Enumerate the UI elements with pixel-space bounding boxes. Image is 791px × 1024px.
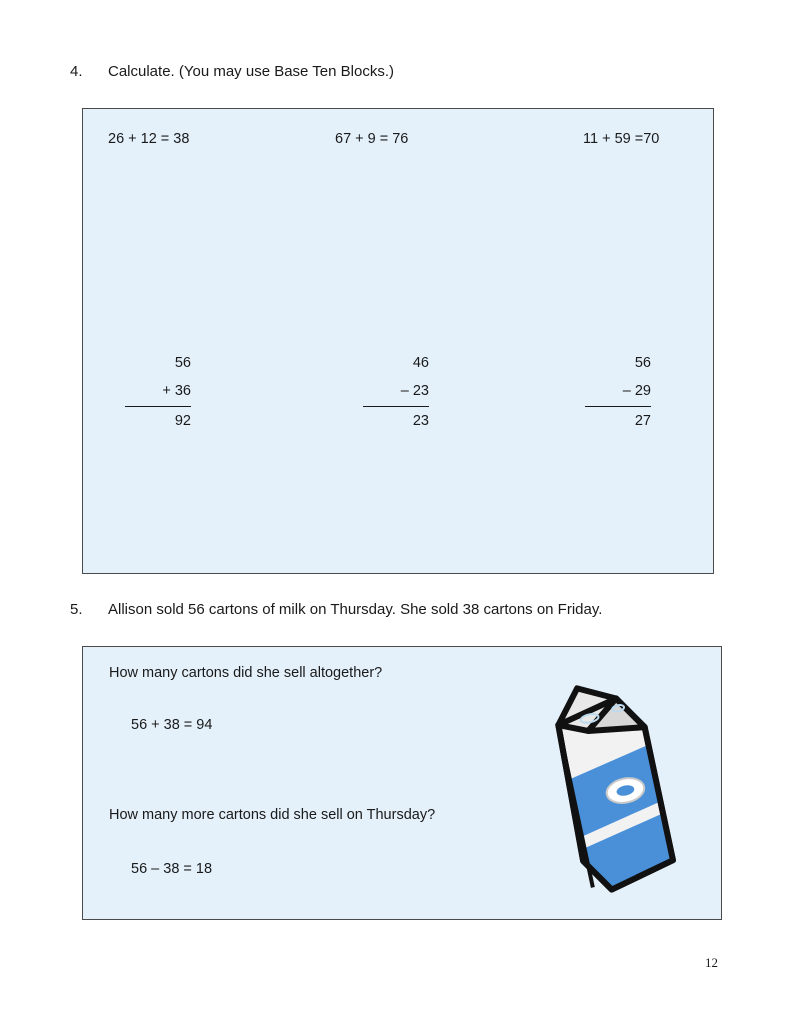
equation-3: 11 + 59 =70 — [583, 131, 660, 147]
question-4-number: 4. — [70, 63, 83, 80]
vertical-sum-1-result: 92 — [174, 413, 191, 429]
question-4-text: Calculate. (You may use Base Ten Blocks.) — [108, 63, 394, 80]
vertical-sum-1 — [125, 349, 191, 435]
question-5-text: Allison sold 56 cartons of milk on Thursday. She sold 38 cartons on Friday. — [108, 601, 603, 618]
question-5-number: 5. — [70, 601, 83, 618]
question-4-heading — [70, 62, 394, 82]
vertical-sum-1-top: 56 — [174, 355, 191, 371]
vertical-sum-2 — [363, 349, 429, 435]
question-5a-prompt: How many cartons did she sell altogether? — [109, 665, 383, 681]
vertical-sum-3-top: 56 — [634, 355, 651, 371]
vertical-sum-1-operation: + 36 — [125, 377, 191, 407]
vertical-sum-2-top: 46 — [412, 355, 429, 371]
vertical-sum-2-operation: – 23 — [363, 377, 429, 407]
equation-2: 67 + 9 = 76 — [335, 131, 409, 147]
equation-1: 26 + 12 = 38 — [108, 131, 190, 147]
vertical-sum-3-result: 27 — [634, 413, 651, 429]
page-number: 12 — [705, 955, 718, 970]
vertical-sum-3 — [585, 349, 651, 435]
question-5-heading — [70, 600, 730, 620]
question-5b-answer: 56 – 38 = 18 — [131, 861, 213, 877]
question-5b-prompt: How many more cartons did she sell on Thursday? — [109, 807, 436, 823]
question-5a-answer: 56 + 38 = 94 — [131, 717, 213, 733]
question-4-answer-box[interactable] — [82, 108, 714, 574]
vertical-sum-2-result: 23 — [412, 413, 429, 429]
horizontal-equations-row — [83, 109, 713, 149]
milk-carton-icon — [538, 675, 688, 895]
question-5-answer-box[interactable] — [82, 646, 722, 920]
vertical-sum-3-operation: – 29 — [585, 377, 651, 407]
